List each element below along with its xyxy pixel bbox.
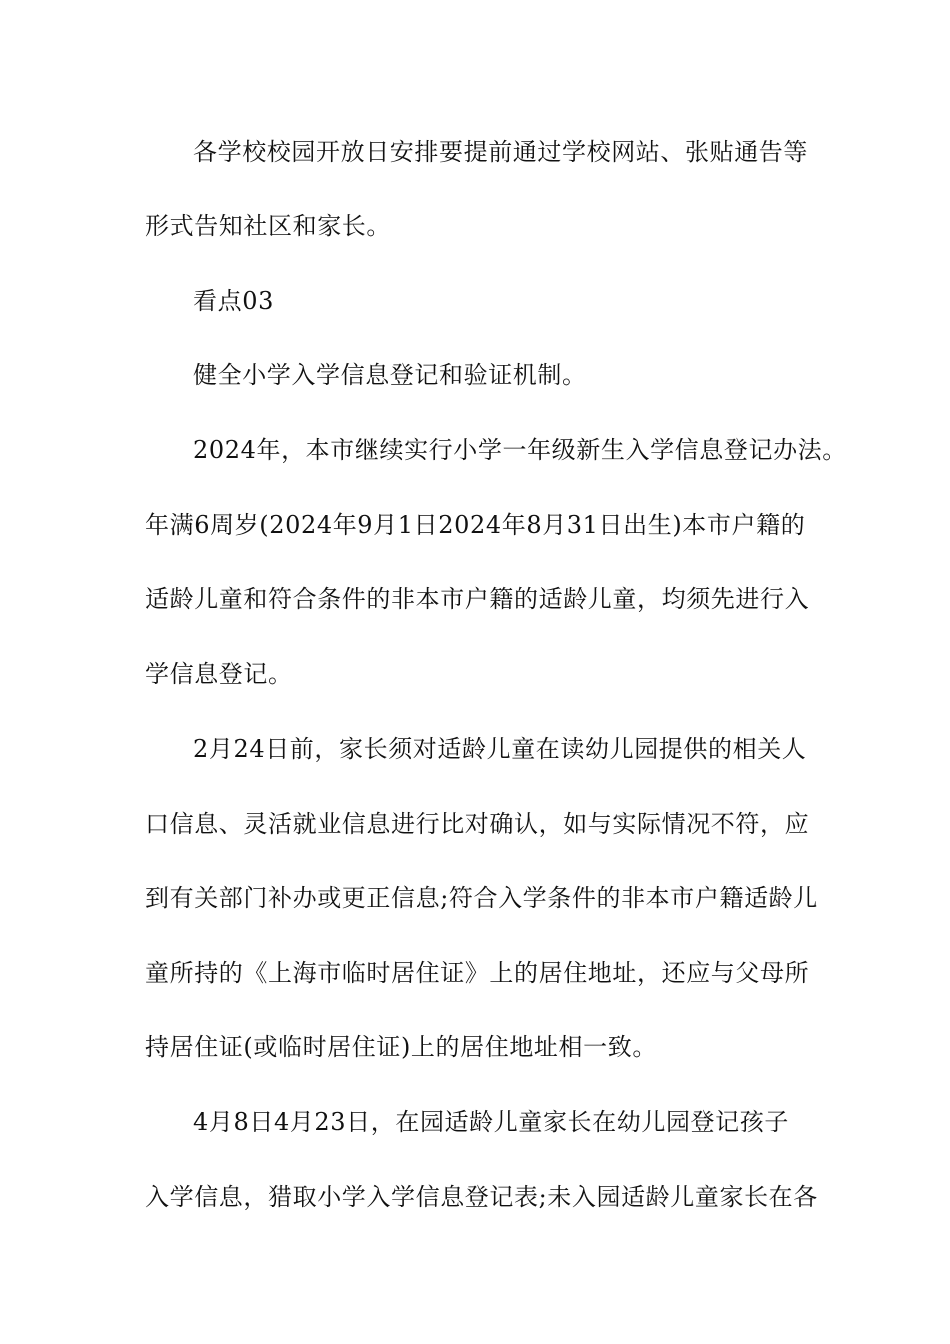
paragraph-line: 2月24日前，家长须对适龄儿童在读幼儿园提供的相关人 bbox=[193, 735, 807, 763]
paragraph-line: 入学信息，猎取小学入学信息登记表;未入园适龄儿童家长在各 bbox=[145, 1183, 818, 1211]
paragraph-line: 童所持的《上海市临时居住证》上的居住地址，还应与父母所 bbox=[145, 959, 810, 987]
paragraph-line: 各学校校园开放日安排要提前通过学校网站、张贴通告等 bbox=[193, 138, 808, 166]
section-heading: 看点03 bbox=[193, 287, 274, 315]
paragraph-line: 形式告知社区和家长。 bbox=[145, 212, 391, 240]
paragraph-line: 持居住证(或临时居住证)上的居住地址相一致。 bbox=[145, 1033, 657, 1061]
paragraph-line: 健全小学入学信息登记和验证机制。 bbox=[193, 361, 587, 389]
paragraph-line: 口信息、灵活就业信息进行比对确认，如与实际情况不符，应 bbox=[145, 810, 810, 838]
paragraph-line: 4月8日4月23日，在园适龄儿童家长在幼儿园登记孩子 bbox=[193, 1108, 789, 1136]
paragraph-line: 学信息登记。 bbox=[145, 660, 293, 688]
paragraph-line: 2024年，本市继续实行小学一年级新生入学信息登记办法。 bbox=[193, 436, 847, 464]
paragraph-line: 年满6周岁(2024年9月1日2024年8月31日出生)本市户籍的 bbox=[145, 511, 806, 539]
paragraph-line: 适龄儿童和符合条件的非本市户籍的适龄儿童，均须先进行入 bbox=[145, 585, 810, 613]
paragraph-line: 到有关部门补办或更正信息;符合入学条件的非本市户籍适龄儿 bbox=[145, 884, 818, 912]
